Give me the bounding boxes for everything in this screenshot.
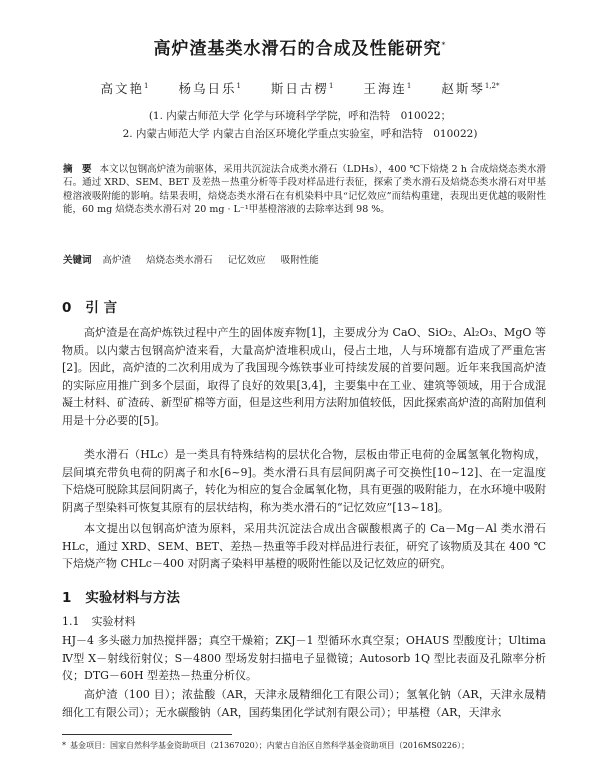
author bbox=[100, 81, 148, 96]
footnote-mark: * bbox=[62, 741, 66, 750]
abstract-label: 摘 要 bbox=[63, 164, 92, 175]
section-number: 0 bbox=[62, 300, 72, 316]
affiliation-2: 2. 内蒙古师范大学 内蒙古自治区环境化学重点实验室，呼和浩特 010022) bbox=[122, 128, 478, 140]
keyword: 吸附性能 bbox=[280, 255, 319, 266]
footnote-text: 基金项目：国家自然科学基金资助项目（21367020）；内蒙古自治区自然科学基金资助项目（2016MS0226）； bbox=[70, 741, 470, 750]
materials-paragraph-1: HJ－4 多头磁力加热搅拌器；真空干燥箱；ZKJ－1 型循环水真空泵；OHAUS 型酸度计；Ultima Ⅳ型 X－射线衍射仪；S－4800 型场发射扫描电子显微镜；Autosorb 1Q 型比表面及孔隙率分析仪；DTG－60H 型差热－热重分析仪。 bbox=[62, 634, 546, 683]
author bbox=[271, 81, 333, 96]
author-affiliation-mark: 1 bbox=[328, 81, 334, 90]
section-heading-intro bbox=[62, 296, 117, 316]
author bbox=[178, 81, 240, 96]
author-affiliation-mark: 1 bbox=[144, 81, 149, 90]
section-title: 引 言 bbox=[85, 300, 118, 316]
footnote-divider bbox=[62, 734, 232, 735]
author-affiliation-mark: 1 bbox=[406, 81, 412, 90]
author-affiliation-mark: 1 bbox=[236, 81, 241, 90]
intro-paragraph-2: 类水滑石（HLc）是一类具有特殊结构的层状化合物，层板由带正电荷的金属氢氧化物构成，层间填充带负电荷的阴离子和水[6~9]。类水滑石具有层间阴离子可交换性[10~12]、在一定温度下焙烧可脱除其层间阴离子，转化为相应的复合金属氧化物，具有更强的吸附能力，在水环境中吸附阴离子型染料可恢复其原有的层状结构，称为类水滑石的“记忆效应”[13~18]。 bbox=[62, 448, 546, 514]
author-list bbox=[0, 79, 600, 97]
subsection-heading-materials bbox=[62, 613, 136, 629]
author-name: 斯日古楞 bbox=[270, 81, 329, 96]
abstract bbox=[63, 163, 546, 216]
author-name: 高文艳 bbox=[100, 81, 144, 96]
keyword: 焙烧态类水滑石 bbox=[146, 255, 213, 266]
intro-paragraph-3: 本文提出以包钢高炉渣为原料，采用共沉淀法合成出含碳酸根离子的 Ca－Mg－Al 类水滑石 HLc，通过 XRD、SEM、BET、差热－热重等手段对样品进行表征，研究了该物质及其在 400 ℃下焙烧产物 CHLc－400 对阴离子染料甲基橙的吸附性能以及记忆效应的研究。 bbox=[62, 522, 546, 571]
keywords-label: 关键词 bbox=[63, 255, 92, 266]
section-number: 1 bbox=[62, 590, 72, 606]
author-name: 杨乌日乐 bbox=[178, 81, 237, 96]
footnote bbox=[62, 740, 562, 751]
section-title: 实验材料与方法 bbox=[85, 590, 180, 606]
keywords bbox=[63, 252, 546, 266]
paper-title bbox=[0, 34, 600, 59]
intro-paragraph-1: 高炉渣是在高炉炼铁过程中产生的固体废弃物[1]，主要成分为 CaO、SiO₂、Al₂O₃、MgO 等物质。以内蒙古包钢高炉渣来看，大量高炉渣堆积成山，侵占土地，人与环境都有造成了严重危害[2]。因此，高炉渣的二次利用成为了我国现今炼铁事业可持续发展的首要问题。近年来我国高炉渣的实际应用推广到多个层面，取得了良好的效果[3,4]，主要集中在工业、建筑等领域，用于合成混凝土材料、矿渣砖、新型矿棉等方面，但是这些利用方法附加值较低，因此探索高炉渣的高附加值利用是十分必要的[5]。 bbox=[62, 326, 546, 427]
keyword: 记忆效应 bbox=[227, 255, 266, 266]
affiliation-1: (1. 内蒙古师范大学 化学与环境科学学院，呼和浩特 010022； bbox=[148, 110, 452, 122]
author-name: 赵斯琴 bbox=[441, 81, 485, 96]
title-text: 高炉渣基类水滑石的合成及性能研究 bbox=[153, 39, 442, 59]
abstract-text: 本文以包钢高炉渣为前驱体，采用共沉淀法合成类水滑石（LDHs），400 ℃下焙烧 2 h 合成焙烧态类水滑石。通过 XRD、SEM、BET 及差热－热重分析等手段对样品进行表征，探索了类水滑石及焙烧态类水滑石对甲基橙溶液吸附能的影响。结果表明，焙烧态类水滑石在有机染料中具“记忆效应”而结构重建，表现出更优越的吸附性能，60 mg 焙烧态类水滑石对 20 mg · L⁻¹甲基橙溶液的去除率达到 98 %。 bbox=[63, 164, 546, 215]
author bbox=[363, 81, 411, 96]
keyword: 高炉渣 bbox=[102, 255, 132, 266]
author bbox=[441, 81, 499, 96]
materials-paragraph-2: 高炉渣（100 目）；浓盐酸（AR，天津永晟精细化工有限公司）；氢氧化钠（AR，天津永晟精细化工有限公司）；无水碳酸钠（AR，国药集团化学试剂有限公司）；甲基橙（AR，天津永 bbox=[62, 688, 546, 719]
title-footnote-mark: * bbox=[441, 40, 447, 50]
author-affiliation-mark: 1,2* bbox=[484, 81, 500, 90]
subsection-title: 实验材料 bbox=[91, 615, 136, 628]
author-name: 王海连 bbox=[363, 81, 407, 96]
subsection-number: 1.1 bbox=[62, 615, 80, 628]
section-heading-experiment bbox=[62, 586, 180, 606]
